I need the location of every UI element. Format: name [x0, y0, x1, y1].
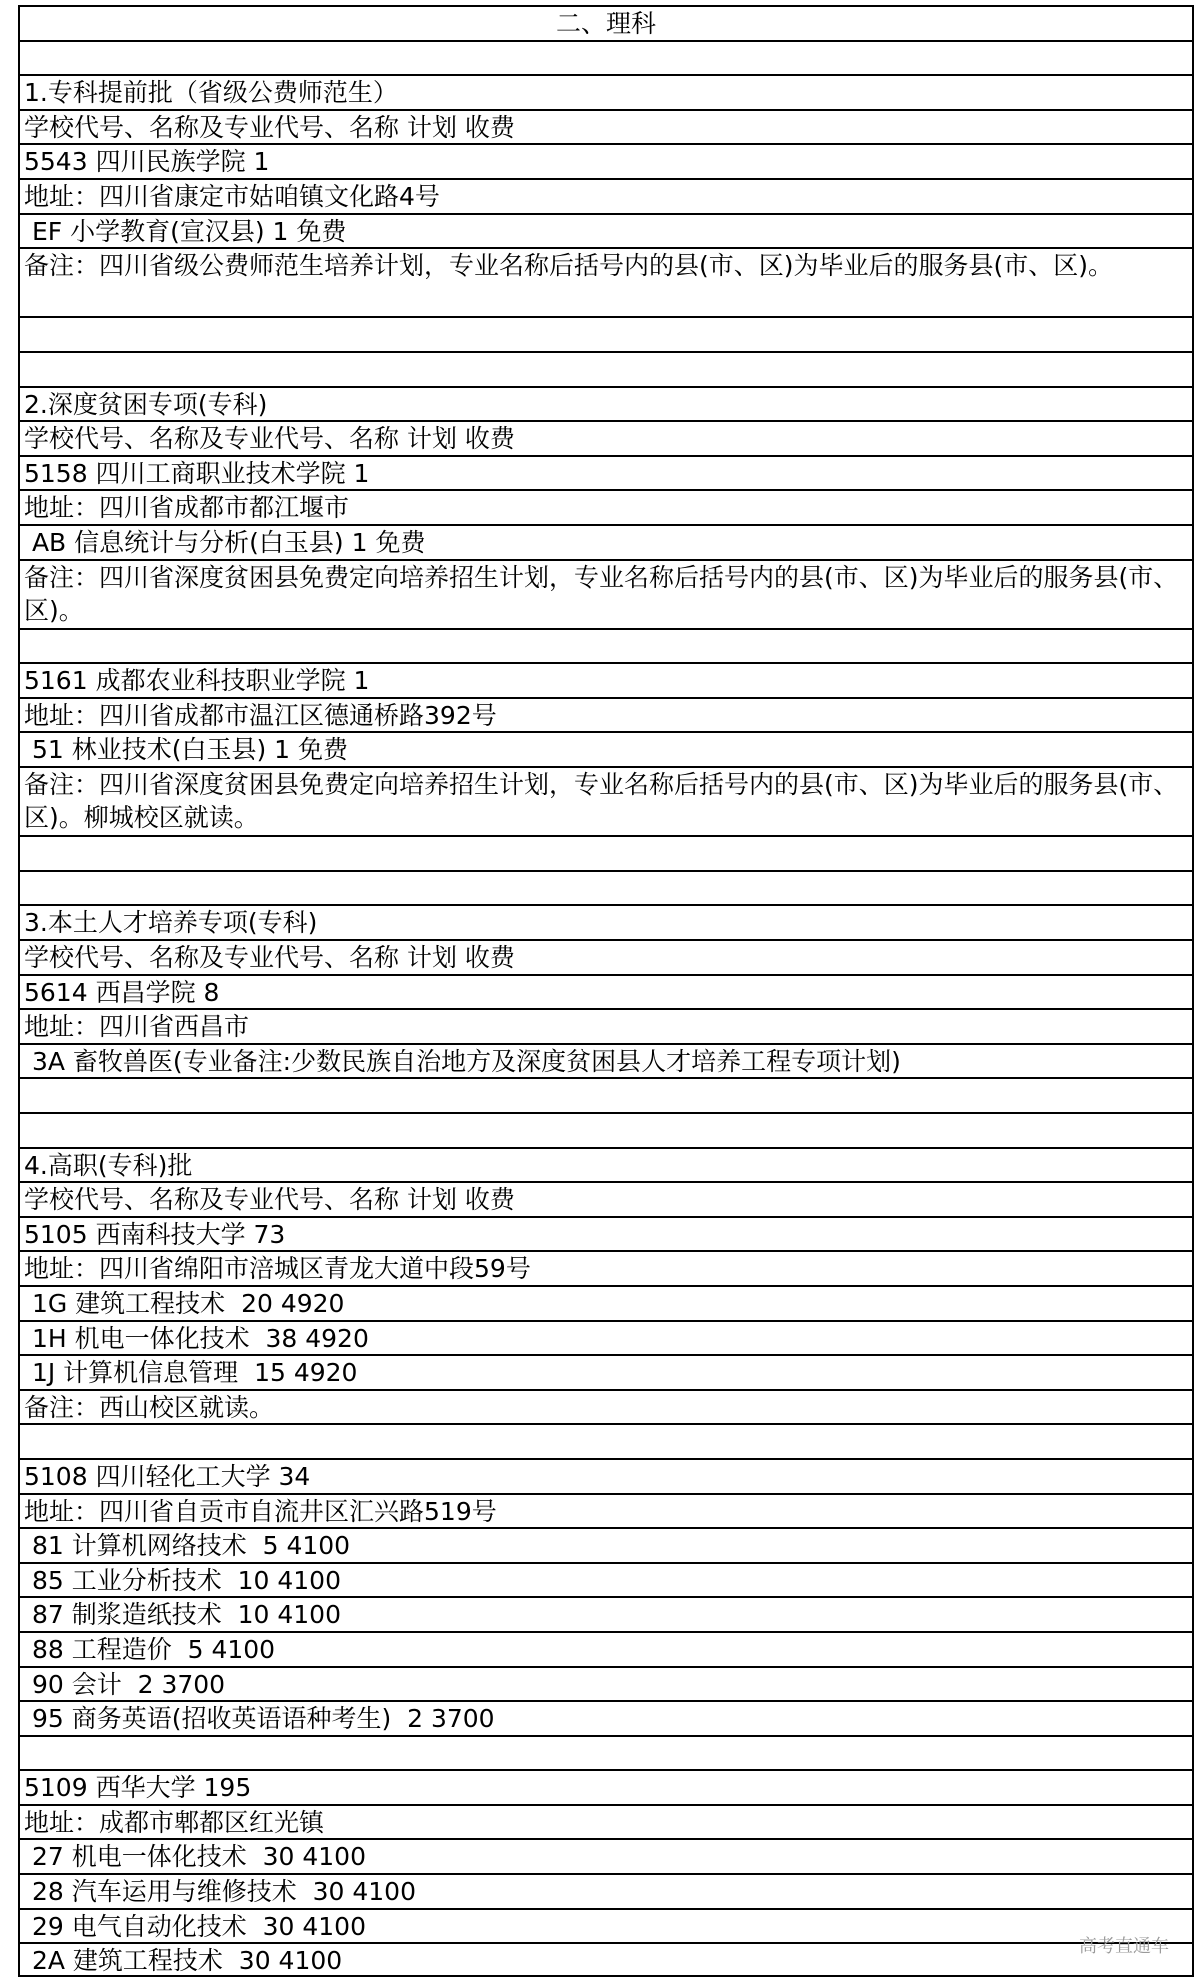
watermark-text: 高考直通车	[1079, 1936, 1169, 1957]
blank-row	[20, 316, 1192, 351]
table-row: 2.深度贫困专项(专科)	[20, 386, 1192, 421]
table-row: 88 工程造价 5 4100	[20, 1631, 1192, 1666]
sheet-title: 二、理科	[20, 5, 1192, 40]
table-row: 学校代号、名称及专业代号、名称 计划 收费	[20, 109, 1192, 144]
table-row: 5161 成都农业科技职业学院 1	[20, 662, 1192, 697]
blank-row	[20, 835, 1192, 870]
table-row: 地址：四川省西昌市	[20, 1008, 1192, 1043]
table-row: 备注：四川省级公费师范生培养计划，专业名称后括号内的县(市、区)为毕业后的服务县(市、区)。	[20, 247, 1192, 316]
blank-row	[20, 40, 1192, 75]
blank-row	[20, 628, 1192, 663]
table-row: 备注：四川省深度贫困县免费定向培养招生计划，专业名称后括号内的县(市、区)为毕业后的服务县(市、区)。	[20, 559, 1192, 628]
table-row: 4.高职(专科)批	[20, 1147, 1192, 1182]
table-row: 81 计算机网络技术 5 4100	[20, 1527, 1192, 1562]
table-row: 5109 西华大学 195	[20, 1769, 1192, 1804]
table-row: 28 汽车运用与维修技术 30 4100	[20, 1873, 1192, 1908]
table-row: 学校代号、名称及专业代号、名称 计划 收费	[20, 939, 1192, 974]
table-row: 1J 计算机信息管理 15 4920	[20, 1354, 1192, 1389]
blank-row	[20, 1423, 1192, 1458]
table-row: 1H 机电一体化技术 38 4920	[20, 1320, 1192, 1355]
table-row: 95 商务英语(招收英语语种考生) 2 3700	[20, 1700, 1192, 1735]
table-row: 5108 四川轻化工大学 34	[20, 1458, 1192, 1493]
table-row: 地址：四川省成都市温江区德通桥路392号	[20, 697, 1192, 732]
table-row: 5614 西昌学院 8	[20, 974, 1192, 1009]
admission-plan-table	[18, 5, 1194, 1977]
table-row: AB 信息统计与分析(白玉县) 1 免费	[20, 524, 1192, 559]
table-row: 学校代号、名称及专业代号、名称 计划 收费	[20, 1181, 1192, 1216]
table-row: 1.专科提前批（省级公费师范生）	[20, 74, 1192, 109]
table-row: 90 会计 2 3700	[20, 1666, 1192, 1701]
table-row: 5105 西南科技大学 73	[20, 1216, 1192, 1251]
table-row: 5543 四川民族学院 1	[20, 143, 1192, 178]
table-row: 地址：四川省绵阳市涪城区青龙大道中段59号	[20, 1250, 1192, 1285]
blank-row	[20, 1077, 1192, 1112]
table-row: 备注：四川省深度贫困县免费定向培养招生计划，专业名称后括号内的县(市、区)为毕业后的服务县(市、区)。柳城校区就读。	[20, 766, 1192, 835]
table-row: 1G 建筑工程技术 20 4920	[20, 1285, 1192, 1320]
table-row: 3A 畜牧兽医(专业备注:少数民族自治地方及深度贫困县人才培养工程专项计划)	[20, 1043, 1192, 1078]
blank-row	[20, 870, 1192, 905]
table-row: 87 制浆造纸技术 10 4100	[20, 1596, 1192, 1631]
table-row: 地址：四川省成都市都江堰市	[20, 489, 1192, 524]
table-row: 5158 四川工商职业技术学院 1	[20, 455, 1192, 490]
table-row: 地址：四川省自贡市自流井区汇兴路519号	[20, 1493, 1192, 1528]
table-row: 27 机电一体化技术 30 4100	[20, 1838, 1192, 1873]
table-row: 29 电气自动化技术 30 4100	[20, 1908, 1192, 1943]
blank-row	[20, 351, 1192, 386]
table-row: 85 工业分析技术 10 4100	[20, 1562, 1192, 1597]
blank-row	[20, 1735, 1192, 1770]
blank-row	[20, 1112, 1192, 1147]
table-row: 地址：四川省康定市姑咱镇文化路4号	[20, 178, 1192, 213]
table-row: 备注：西山校区就读。	[20, 1389, 1192, 1424]
table-row: 2A 建筑工程技术 30 4100	[20, 1942, 1192, 1977]
table-row: EF 小学教育(宣汉县) 1 免费	[20, 213, 1192, 248]
table-row: 地址：成都市郫都区红光镇	[20, 1804, 1192, 1839]
table-row: 3.本土人才培养专项(专科)	[20, 904, 1192, 939]
table-row: 学校代号、名称及专业代号、名称 计划 收费	[20, 420, 1192, 455]
table-row: 51 林业技术(白玉县) 1 免费	[20, 731, 1192, 766]
